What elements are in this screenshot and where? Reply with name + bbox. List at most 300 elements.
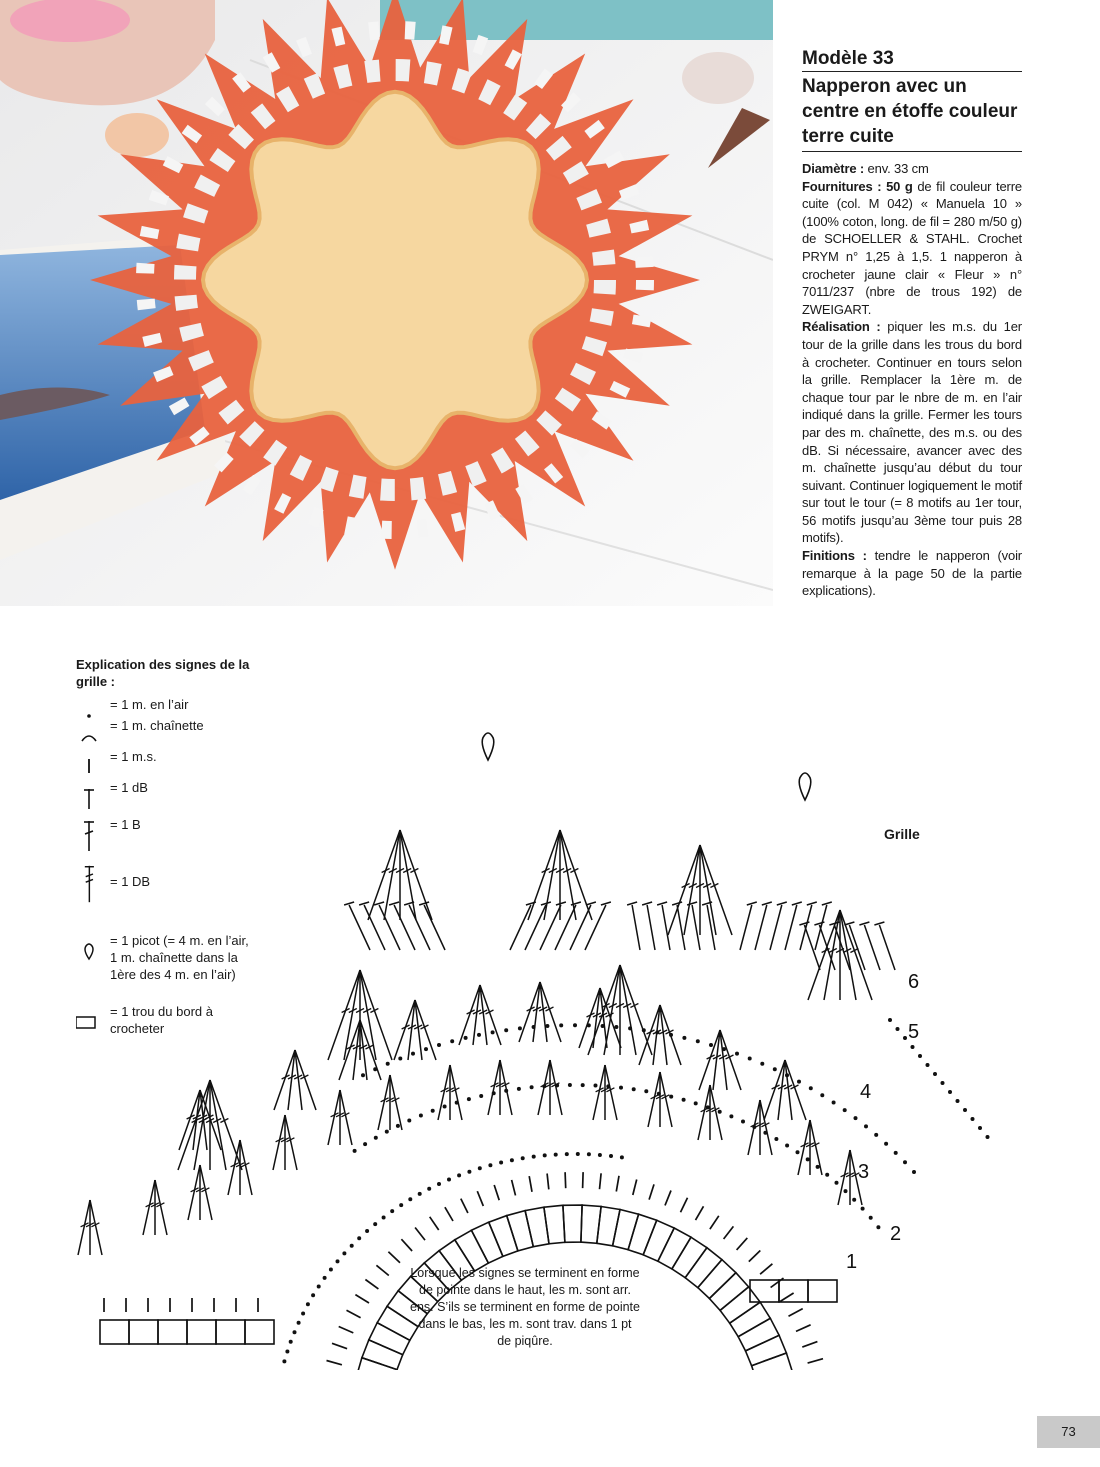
stitch-mark (604, 965, 620, 1055)
stitch-mark (528, 830, 560, 920)
stitch-mark (285, 1115, 297, 1170)
single-crochet-mark (649, 1184, 654, 1199)
chain-dot (816, 1165, 820, 1169)
chain-dot (874, 1133, 878, 1137)
chain-dot (457, 1173, 461, 1177)
single-crochet-mark (339, 1327, 354, 1333)
chain-dot (431, 1109, 435, 1113)
stitch-mark (647, 905, 655, 950)
single-crochet-mark (737, 1238, 748, 1250)
stitch-crossbar (792, 902, 802, 905)
chain-dot (411, 1052, 415, 1056)
legend-text: = 1 picot (= 4 m. en l’air, 1 m. chaînette dans la 1ère des 4 m. en l’air) (110, 933, 249, 982)
chain-dot (971, 1117, 975, 1121)
chain-dot (796, 1150, 800, 1154)
single-crochet-mark (696, 1206, 704, 1220)
legend-text: = 1 m.s. (110, 749, 157, 764)
diametre-text: env. 33 cm (864, 161, 929, 176)
chain-dot (644, 1089, 648, 1093)
chain-dot (317, 1285, 321, 1289)
chain-dot (694, 1101, 698, 1105)
chain-dot (467, 1170, 471, 1174)
page-number: 73 (1037, 1416, 1100, 1448)
chain-dot (543, 1153, 547, 1157)
single-crochet-mark (600, 1173, 602, 1189)
stitch-cluster (368, 830, 432, 920)
single-crochet-mark (565, 1172, 566, 1188)
stitch-mark (692, 905, 700, 950)
chain-dot (554, 1153, 558, 1157)
stitch-crossbar (419, 902, 429, 905)
stitch-mark (384, 830, 400, 920)
chain-dot (336, 1259, 340, 1263)
chain-dot (956, 1099, 960, 1103)
stitch-mark (438, 1065, 450, 1120)
stitch-mark (849, 925, 865, 970)
single-crochet-mark (376, 1265, 388, 1275)
chain-dot (884, 1142, 888, 1146)
single-crochet-mark (616, 1176, 619, 1192)
stitch-mark (273, 1115, 285, 1170)
doily-fabric-center (203, 92, 587, 468)
stitch-cluster (699, 1030, 741, 1090)
fabric-hole (750, 1280, 779, 1302)
fabric-hole (544, 1205, 565, 1244)
stitch-mark (620, 965, 652, 1055)
stitch-cluster (78, 1200, 102, 1255)
chain-dot (517, 1087, 521, 1091)
stitch-mark (538, 1060, 550, 1115)
chain-dot (903, 1036, 907, 1040)
stitch-fan (740, 902, 832, 950)
chain-dot (619, 1086, 623, 1090)
chain-dot (852, 1198, 856, 1202)
chain-dot (424, 1047, 428, 1051)
single-crochet-mark (681, 1198, 688, 1212)
chain-dot (797, 1080, 801, 1084)
chain-dot (510, 1158, 514, 1162)
chain-dot (835, 1181, 839, 1185)
chain-dot (854, 1116, 858, 1120)
stitch-crossbar (344, 902, 354, 905)
chain-dot (918, 1054, 922, 1058)
single-crochet-mark (477, 1191, 483, 1206)
single-crochet-mark (494, 1185, 499, 1200)
single-crochet-mark (327, 1361, 342, 1365)
stitch-mark (707, 905, 715, 950)
pattern-instructions (802, 160, 1022, 600)
stitch-mark (804, 925, 820, 970)
stitch-cluster (274, 1050, 316, 1110)
stitch-crossbar (586, 902, 596, 905)
stitch-crossbar (762, 902, 772, 905)
chain-dot (301, 1312, 305, 1316)
stitch-mark (560, 830, 576, 920)
realisation-text: piquer les m.s. du 1er tour de la grille dans les trous du bord à crocheter. Continuer en tours selon la grille. Remplacer la 1ère m. de chaque tour par le nbre de m. en l’air indiqué dans la grille. Fermer les tours par des m. chaînette, des m.s. ou des dB. Si nécessaire, avancer avec des m. chaînette jusqu’au début du tour suivant. Continuer logiquement le motif sur tout le tour (= 8 motifs au 1er tour, 56 motifs jusqu’au 3ème tour puis 28 motifs). (802, 319, 1022, 546)
single-crochet-mark (512, 1180, 516, 1196)
chain-dot (559, 1023, 563, 1027)
chain-dot (844, 1189, 848, 1193)
chain-dot (374, 1136, 378, 1140)
stitch-crossbar (687, 902, 697, 905)
stitch-cluster (179, 1090, 221, 1150)
chain-dot (285, 1350, 289, 1354)
chain-dot (396, 1124, 400, 1128)
stitch-mark (760, 1100, 772, 1155)
chain-dot (373, 1222, 377, 1226)
stitch-mark (400, 830, 416, 920)
chain-dot (504, 1028, 508, 1032)
pattern-title: Napperon avec un centre en étoffe couleur terre cuite (802, 74, 1022, 152)
chain-dot (820, 1093, 824, 1097)
diametre-label: Diamètre : (802, 161, 865, 176)
fabric-hole (471, 1222, 503, 1263)
stitch-mark (328, 970, 360, 1060)
stitch-mark (770, 905, 782, 950)
fabric-hole (738, 1318, 779, 1351)
stitch-mark (340, 1090, 352, 1145)
chain-dot (491, 1030, 495, 1034)
chain-dot (598, 1153, 602, 1157)
stitch-mark (78, 1200, 90, 1255)
chain-dot (669, 1095, 673, 1099)
stitch-crossbar (374, 902, 384, 905)
single-crochet-mark (415, 1228, 425, 1241)
chain-dot (861, 1207, 865, 1211)
grille-label: Grille (884, 826, 920, 842)
stitch-mark (143, 1180, 155, 1235)
chain-dot (774, 1137, 778, 1141)
stitch-mark (662, 905, 670, 950)
stitch-cluster (143, 1180, 167, 1235)
stitch-mark (684, 845, 700, 935)
chain-dot (450, 1039, 454, 1043)
fabric-hole (245, 1320, 274, 1344)
chain-dot (530, 1085, 534, 1089)
chain-dot (443, 1105, 447, 1109)
chain-dot (518, 1026, 522, 1030)
stitch-cluster (519, 982, 561, 1042)
chain-dot (311, 1293, 315, 1297)
fabric-hole (362, 1340, 403, 1370)
chain-dot (682, 1036, 686, 1040)
single-crochet-mark (749, 1251, 761, 1262)
legend-text: = 1 dB (110, 780, 148, 795)
single-crochet-mark (665, 1191, 671, 1206)
stitch-mark (390, 1075, 402, 1130)
chain-dot (407, 1119, 411, 1123)
single-crochet-mark (760, 1264, 772, 1274)
chain-dot (488, 1163, 492, 1167)
chain-dot (419, 1114, 423, 1118)
chain-dot (477, 1033, 481, 1037)
chain-dot (709, 1043, 713, 1047)
fabric-hole (100, 1320, 129, 1344)
chain-dot (418, 1192, 422, 1196)
fournitures-text: de fil couleur terre cuite (col. M 042) « Manuela 10 » (100% coton, long. de fil = 280 m/50 g) de SCHOELLER & STAHL. Crochet PRYM n° 1,25 à 1,5. 1 napperon à crocheter jaune clair « Fleur » n° 7011/237 (nbre de trous 192) de ZWEIGART. (802, 178, 1022, 317)
chain-dot (773, 1067, 777, 1071)
chart-note: Lorsque les signes se terminent en forme de pointe dans le haut, les m. sont arr. ens. S’ils se terminent en forme de pointe dans le bas, les m. sont trav. dans 1 pt de piqûre. (410, 1266, 640, 1348)
chain-dot (342, 1251, 346, 1255)
chain-dot (843, 1108, 847, 1112)
stitch-mark (488, 1060, 500, 1115)
single-crochet-mark (789, 1309, 803, 1317)
chain-dot (903, 1160, 907, 1164)
stitch-crossbar (799, 922, 809, 925)
chain-dot (350, 1244, 354, 1248)
fabric-hole (216, 1320, 245, 1344)
row-number: 6 (908, 971, 920, 993)
chain-dot (785, 1144, 789, 1148)
stitch-crossbar (672, 902, 682, 905)
stitch-mark (740, 905, 752, 950)
row-number: 2 (890, 1223, 902, 1245)
model-label: Modèle 33 (802, 48, 1022, 72)
chain-dot (353, 1149, 357, 1153)
fabric-hole (369, 1323, 410, 1355)
doily-photo (0, 0, 773, 606)
stitch-mark (550, 1060, 562, 1115)
single-crochet-mark (332, 1343, 347, 1348)
stitch-cluster (593, 1065, 617, 1120)
chain-dot (614, 1025, 618, 1029)
chain-dot (594, 1084, 598, 1088)
single-crochet-mark (445, 1207, 453, 1221)
stitch-mark (620, 965, 636, 1055)
stitch-crossbar (627, 902, 637, 905)
chain-dot (718, 1110, 722, 1114)
chain-dot (386, 1062, 390, 1066)
stitch-cluster (488, 1060, 512, 1115)
fabric-hole (730, 1302, 771, 1337)
chain-dot (735, 1052, 739, 1056)
stitch-cluster (764, 1060, 806, 1120)
single-crochet-mark (583, 1172, 584, 1188)
chain-dot (282, 1359, 286, 1363)
chain-dot (464, 1036, 468, 1040)
chain-dot (825, 1173, 829, 1177)
single-crochet-mark (529, 1176, 532, 1192)
stitch-crossbar (807, 902, 817, 905)
chain-dot (609, 1154, 613, 1158)
fabric-hole (720, 1287, 760, 1323)
stitch-cluster (538, 1060, 562, 1115)
finitions-text: tendre le napperon (voir remarque à la page 50 de la partie explications). (802, 548, 1022, 599)
stitch-mark (450, 1065, 462, 1120)
chain-dot (521, 1156, 525, 1160)
stitch-crossbar (556, 902, 566, 905)
chain-dot (912, 1170, 916, 1174)
chain-dot (357, 1236, 361, 1240)
fabric-hole (187, 1320, 216, 1344)
chain-dot (427, 1187, 431, 1191)
chain-dot (978, 1126, 982, 1130)
fabric-hole (628, 1214, 657, 1255)
chain-dot (565, 1152, 569, 1156)
legend-text: = 1 m. chaînette (110, 718, 204, 733)
stitch-mark (378, 1075, 390, 1130)
realisation-label: Réalisation : (802, 319, 881, 335)
row-number: 4 (860, 1081, 872, 1103)
stitch-cluster (273, 1115, 297, 1170)
stitch-mark (864, 925, 880, 970)
chain-dot (306, 1302, 310, 1306)
fabric-hole (808, 1280, 837, 1302)
stitch-mark (500, 1060, 512, 1115)
picots (482, 733, 811, 800)
row-number: 5 (908, 1021, 920, 1043)
chain-dot (479, 1094, 483, 1098)
chain-dot (864, 1124, 868, 1128)
chain-dot (297, 1321, 301, 1325)
single-crochet-mark (808, 1359, 823, 1363)
row-number: 1 (846, 1251, 858, 1273)
chain-dot (361, 1073, 365, 1077)
single-crochet-mark (347, 1310, 361, 1317)
chain-dot (809, 1086, 813, 1090)
stitch-mark (785, 905, 797, 950)
chain-dot (832, 1101, 836, 1105)
stitch-mark (210, 1080, 242, 1170)
stitch-mark (400, 830, 432, 920)
single-crochet-mark (802, 1342, 817, 1348)
chain-dot (620, 1155, 624, 1159)
stitch-mark (605, 1065, 617, 1120)
chain-dot (926, 1063, 930, 1067)
stitch-crossbar (359, 902, 369, 905)
stitch-mark (648, 1072, 660, 1127)
single-crochet-mark (461, 1199, 468, 1213)
stitch-cluster (668, 845, 732, 935)
chain-dot (399, 1203, 403, 1207)
chain-dot (323, 1276, 327, 1280)
chain-dot (568, 1083, 572, 1087)
stitch-mark (178, 1080, 210, 1170)
chain-dot (760, 1062, 764, 1066)
chain-dot (581, 1083, 585, 1087)
fabric-hole (643, 1220, 674, 1261)
stitch-cluster (328, 970, 392, 1060)
chain-dot (941, 1081, 945, 1085)
fabric-hole (158, 1320, 187, 1344)
chain-dot (806, 1157, 810, 1161)
stitch-crossbar (389, 902, 399, 905)
chain-dot (385, 1130, 389, 1134)
chain-dot (741, 1120, 745, 1124)
stitch-crossbar (822, 902, 832, 905)
chain-dot (632, 1087, 636, 1091)
chain-dot (587, 1152, 591, 1156)
chain-dot (576, 1152, 580, 1156)
chain-dot (696, 1039, 700, 1043)
chain-dot (682, 1098, 686, 1102)
chain-dot (948, 1090, 952, 1094)
chain-dot (499, 1161, 503, 1165)
stitch-mark (748, 1100, 760, 1155)
stitch-mark (838, 1150, 850, 1205)
chain-dot (390, 1209, 394, 1213)
chain-dot (894, 1151, 898, 1155)
stitch-fans (78, 830, 895, 1255)
stitch-crossbar (859, 922, 869, 925)
single-crochet-mark (796, 1325, 811, 1332)
single-crochet-mark (780, 1293, 794, 1302)
stitch-cluster (228, 1140, 252, 1195)
stitch-crossbar (747, 902, 757, 905)
stitch-crossbar (844, 922, 854, 925)
chain-dot (896, 1027, 900, 1031)
single-crochet-mark (710, 1216, 719, 1229)
single-crochet-mark (547, 1174, 549, 1190)
stitch-mark (155, 1180, 167, 1235)
chain-dot (933, 1072, 937, 1076)
stitch-mark (755, 905, 767, 950)
pattern-info (802, 48, 1022, 600)
symbol-legend (76, 656, 266, 1036)
stitch-mark (544, 830, 560, 920)
chain-dot (329, 1268, 333, 1272)
picot-mark (482, 733, 494, 760)
legend-text: = 1 B (110, 817, 141, 832)
chain-dot (963, 1108, 967, 1112)
chain-dot (478, 1166, 482, 1170)
fournitures-label: Fournitures : 50 g (802, 178, 913, 194)
legend-text: = 1 DB (110, 874, 151, 889)
single-crochet-mark (401, 1239, 412, 1251)
chain-dot (447, 1178, 451, 1182)
chain-dot (437, 1043, 441, 1047)
stitch-mark (698, 1085, 710, 1140)
chain-dot (467, 1097, 471, 1101)
chain-dot (748, 1057, 752, 1061)
stitch-crossbar (874, 922, 884, 925)
stitch-mark (798, 1120, 810, 1175)
stitch-crossbar (777, 902, 787, 905)
stitch-mark (200, 1165, 212, 1220)
chain-dot (363, 1142, 367, 1146)
single-crochet-mark (430, 1217, 439, 1230)
fabric-hole (563, 1205, 582, 1242)
chain-dot (532, 1155, 536, 1159)
chain-dot (869, 1216, 873, 1220)
row-numbers (846, 971, 919, 1273)
chain-dot (573, 1023, 577, 1027)
picot-mark (799, 773, 811, 800)
chain-dot (365, 1229, 369, 1233)
stitch-cluster (378, 1075, 402, 1130)
stitch-mark (188, 1165, 200, 1220)
chain-dot (729, 1114, 733, 1118)
finitions-label: Finitions : (802, 548, 867, 564)
doily-photo-image (0, 0, 773, 606)
stitch-crossbar (642, 902, 652, 905)
stitch-mark (90, 1200, 102, 1255)
single-crochet-mark (388, 1252, 400, 1263)
stitch-mark (677, 905, 685, 950)
stitch-crossbar (601, 902, 611, 905)
legend-text: = 1 trou du bord à crocheter (110, 1004, 213, 1036)
legend-text: = 1 m. en l’air (110, 697, 189, 712)
chain-dot (876, 1225, 880, 1229)
stitch-crossbar (657, 902, 667, 905)
stitch-cluster (648, 1072, 672, 1127)
stitch-mark (660, 1072, 672, 1127)
fabric-hole (129, 1320, 158, 1344)
stitch-cluster (394, 1000, 436, 1060)
stitch-mark (328, 1090, 340, 1145)
stitch-mark (632, 905, 640, 950)
single-crochet-mark (365, 1280, 378, 1289)
